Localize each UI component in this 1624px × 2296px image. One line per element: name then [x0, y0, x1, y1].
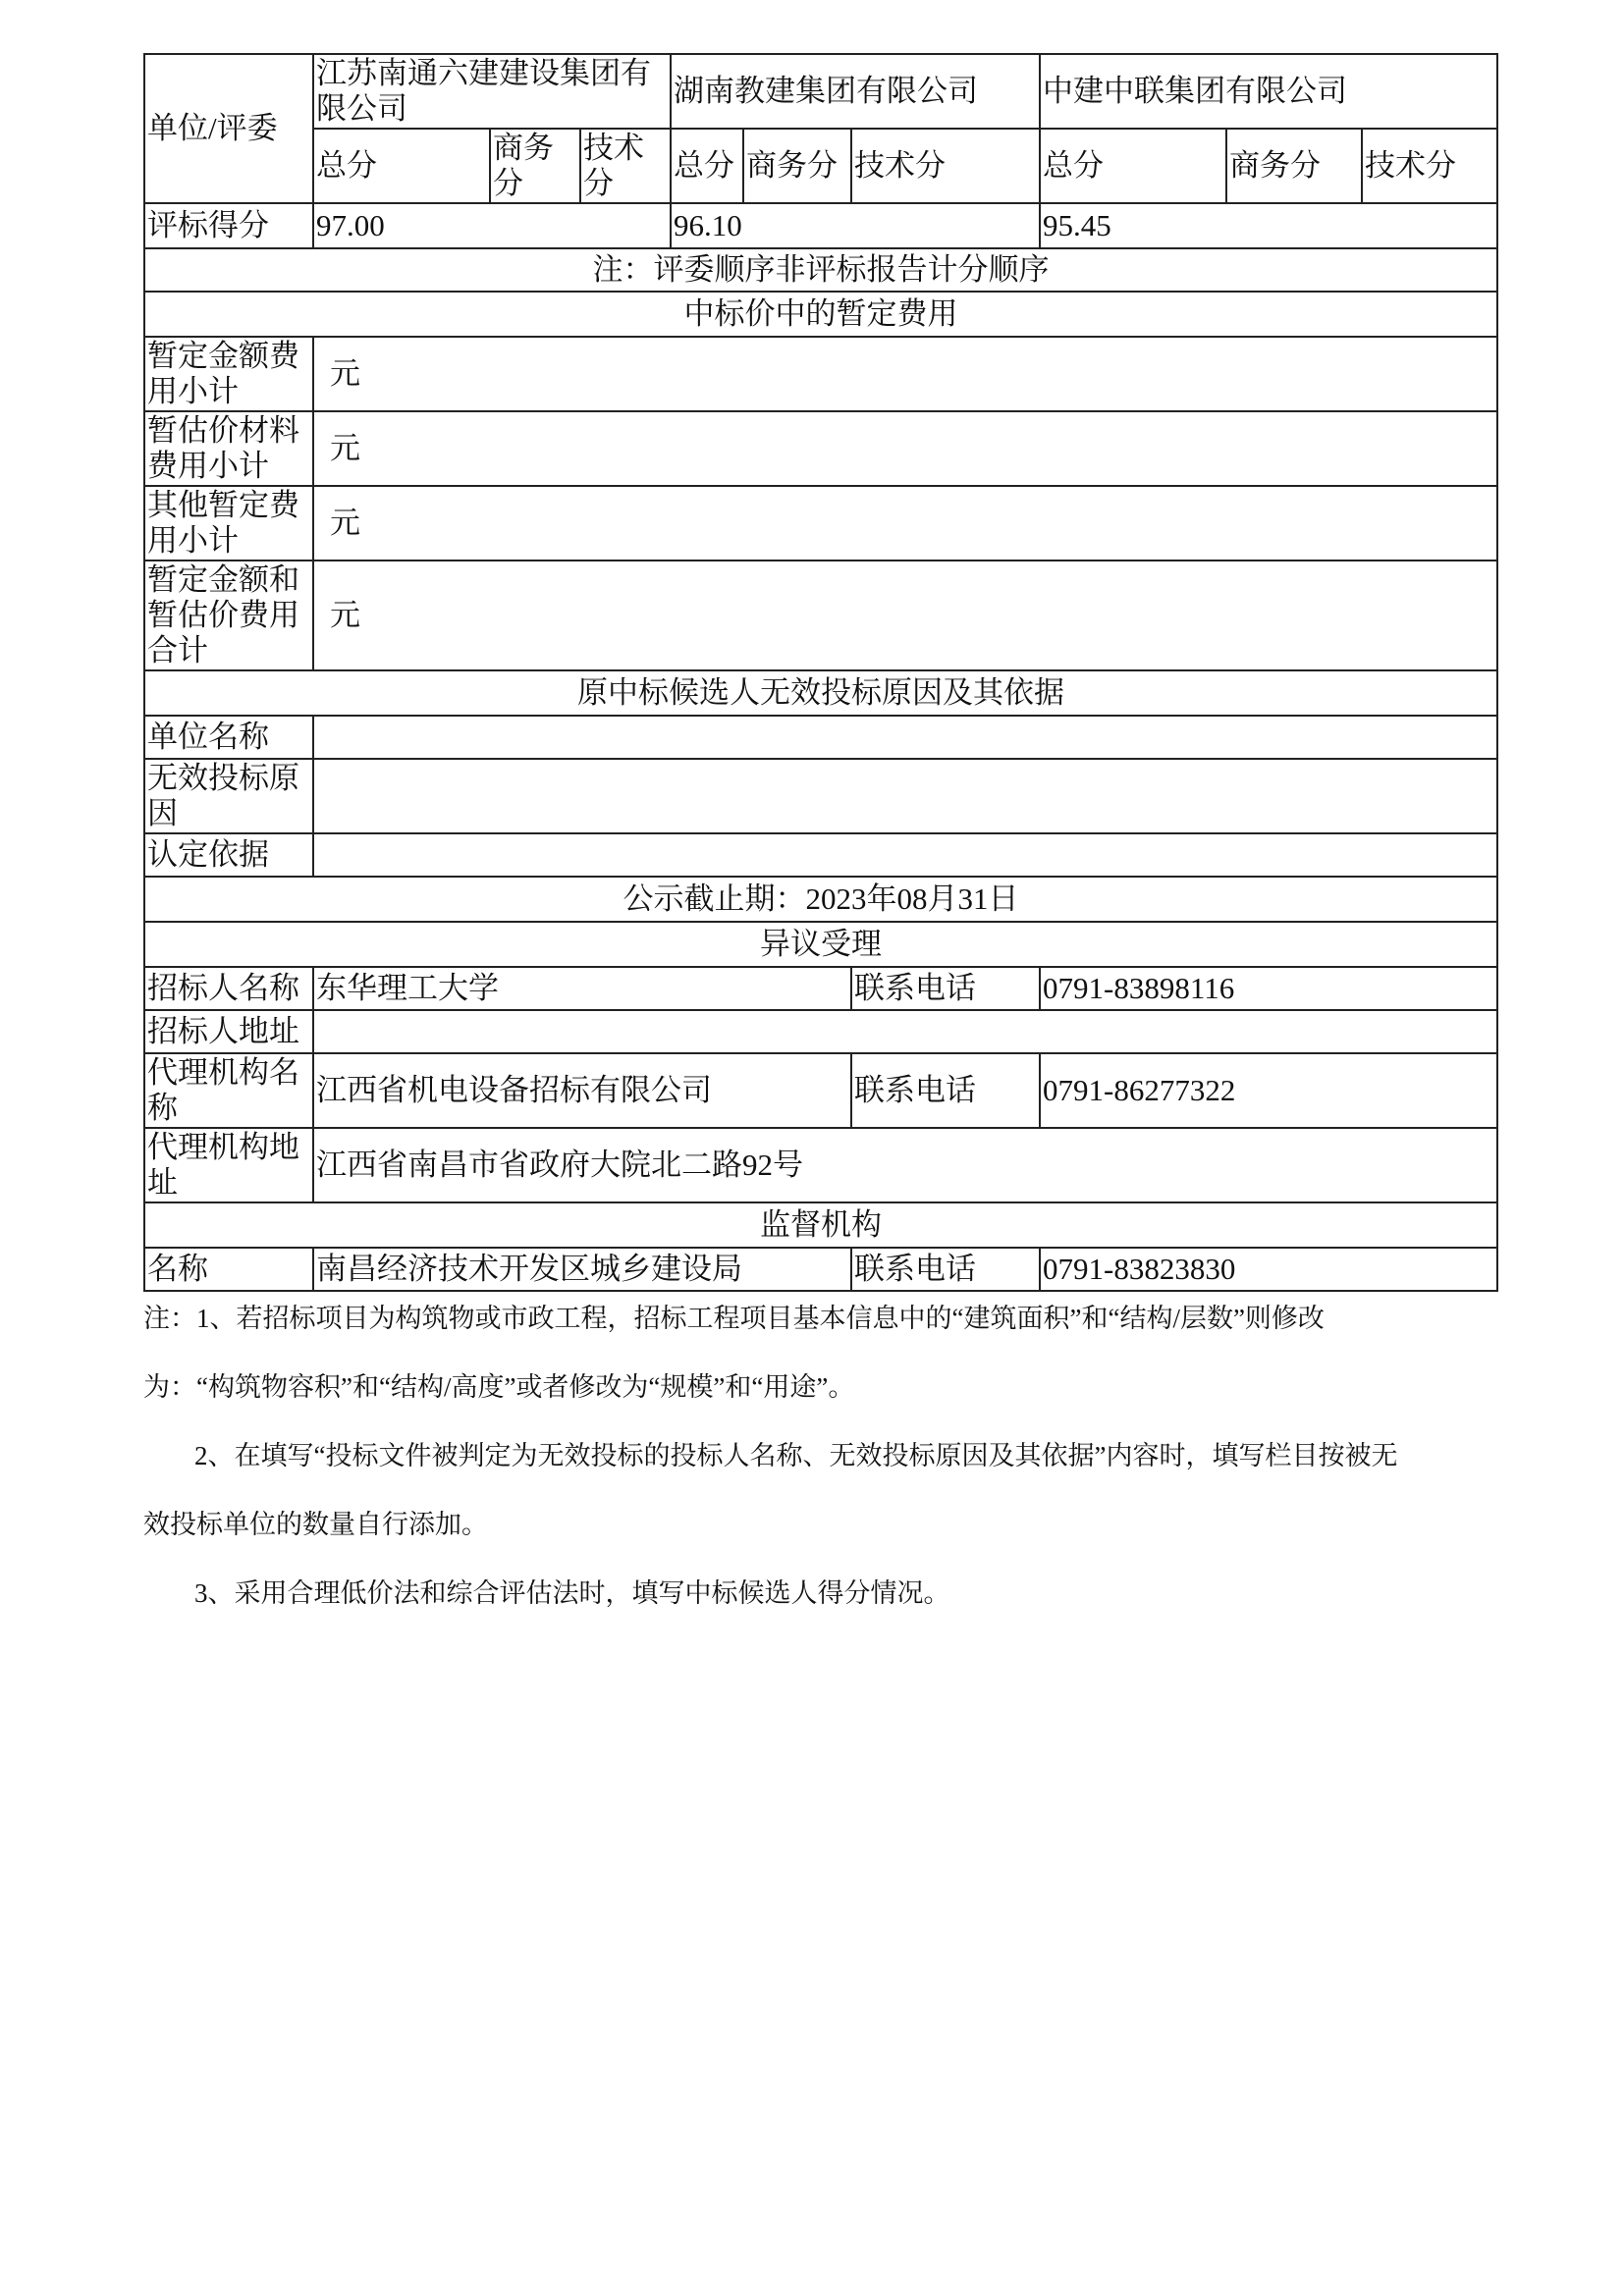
provisional-amount-label: 暂定金额费用小计 [144, 337, 313, 411]
bidder-3-total-header: 总分 [1040, 129, 1226, 203]
footnote-2-line-1: 2、在填写“投标文件被判定为无效投标的投标人名称、无效投标原因及其依据”内容时，填写栏目按被无 [194, 1441, 1398, 1470]
tenderer-name-label: 招标人名称 [144, 967, 313, 1010]
bidder-3-business-header: 商务分 [1226, 129, 1362, 203]
supervision-phone-label: 联系电话 [851, 1248, 1040, 1291]
tenderer-phone-label: 联系电话 [851, 967, 1040, 1010]
tenderer-address-value [313, 1010, 1497, 1053]
basis-label: 认定依据 [144, 833, 313, 877]
estimated-material-label: 暂估价材料费用小计 [144, 411, 313, 486]
agency-address-value: 江西省南昌市省政府大院北二路92号 [313, 1128, 1497, 1202]
agency-name-value: 江西省机电设备招标有限公司 [313, 1053, 851, 1128]
tenderer-address-label: 招标人地址 [144, 1010, 313, 1053]
other-provisional-label: 其他暂定费用小计 [144, 486, 313, 561]
invalid-bid-title: 原中标候选人无效投标原因及其依据 [144, 670, 1497, 716]
bidder-2-score: 96.10 [671, 203, 1040, 248]
provisional-total-label: 暂定金额和暂估价费用合计 [144, 561, 313, 670]
tenderer-name-value: 东华理工大学 [313, 967, 851, 1010]
provisional-fees-title: 中标价中的暂定费用 [144, 292, 1497, 337]
footnote-3: 3、采用合理低价法和综合评估法时，填写中标候选人得分情况。 [194, 1578, 950, 1608]
bidder-2-business-header: 商务分 [743, 129, 851, 203]
bidder-1-total-header: 总分 [313, 129, 490, 203]
provisional-total-value: 元 [313, 561, 1497, 670]
estimated-material-value: 元 [313, 411, 1497, 486]
publicity-deadline: 公示截止期：2023年08月31日 [144, 877, 1497, 922]
bidder-2-total-header: 总分 [671, 129, 743, 203]
bidder-3-name: 中建中联集团有限公司 [1040, 54, 1497, 129]
evaluator-order-note: 注：评委顺序非评标报告计分顺序 [144, 248, 1497, 292]
supervision-title: 监督机构 [144, 1202, 1497, 1248]
footnotes [143, 1284, 1483, 1628]
bidder-3-score: 95.45 [1040, 203, 1497, 248]
objection-title: 异议受理 [144, 922, 1497, 967]
bidder-1-technical-header: 技术分 [580, 129, 671, 203]
bid-result-table [143, 53, 1498, 1292]
basis-value [313, 833, 1497, 877]
supervision-name-value: 南昌经济技术开发区城乡建设局 [313, 1248, 851, 1291]
provisional-amount-value: 元 [313, 337, 1497, 411]
invalid-reason-label: 无效投标原因 [144, 759, 313, 833]
agency-address-label: 代理机构地址 [144, 1128, 313, 1202]
supervision-name-label: 名称 [144, 1248, 313, 1291]
bidder-3-technical-header: 技术分 [1362, 129, 1497, 203]
invalid-unit-name-value [313, 716, 1497, 759]
invalid-reason-value [313, 759, 1497, 833]
header-label-cell: 单位/评委 [144, 54, 313, 203]
agency-phone-value: 0791-86277322 [1040, 1053, 1497, 1128]
footnote-2-line-2: 效投标单位的数量自行添加。 [143, 1510, 488, 1539]
agency-phone-label: 联系电话 [851, 1053, 1040, 1128]
bidder-1-score: 97.00 [313, 203, 671, 248]
invalid-unit-name-label: 单位名称 [144, 716, 313, 759]
supervision-phone-value: 0791-83823830 [1040, 1248, 1497, 1291]
other-provisional-value: 元 [313, 486, 1497, 561]
bidder-1-business-header: 商务分 [490, 129, 580, 203]
bidder-2-name: 湖南教建集团有限公司 [671, 54, 1040, 129]
tenderer-phone-value: 0791-83898116 [1040, 967, 1497, 1010]
bidder-1-name: 江苏南通六建建设集团有限公司 [313, 54, 671, 129]
document-body [143, 53, 1483, 1292]
score-row-label: 评标得分 [144, 203, 313, 248]
footnote-1-line-2: 为：“构筑物容积”和“结构/高度”或者修改为“规模”和“用途”。 [143, 1372, 855, 1402]
bidder-2-technical-header: 技术分 [851, 129, 1040, 203]
footnote-1-line-1: 注：1、若招标项目为构筑物或市政工程，招标工程项目基本信息中的“建筑面积”和“结构/层数”则修改 [143, 1304, 1325, 1333]
agency-name-label: 代理机构名称 [144, 1053, 313, 1128]
